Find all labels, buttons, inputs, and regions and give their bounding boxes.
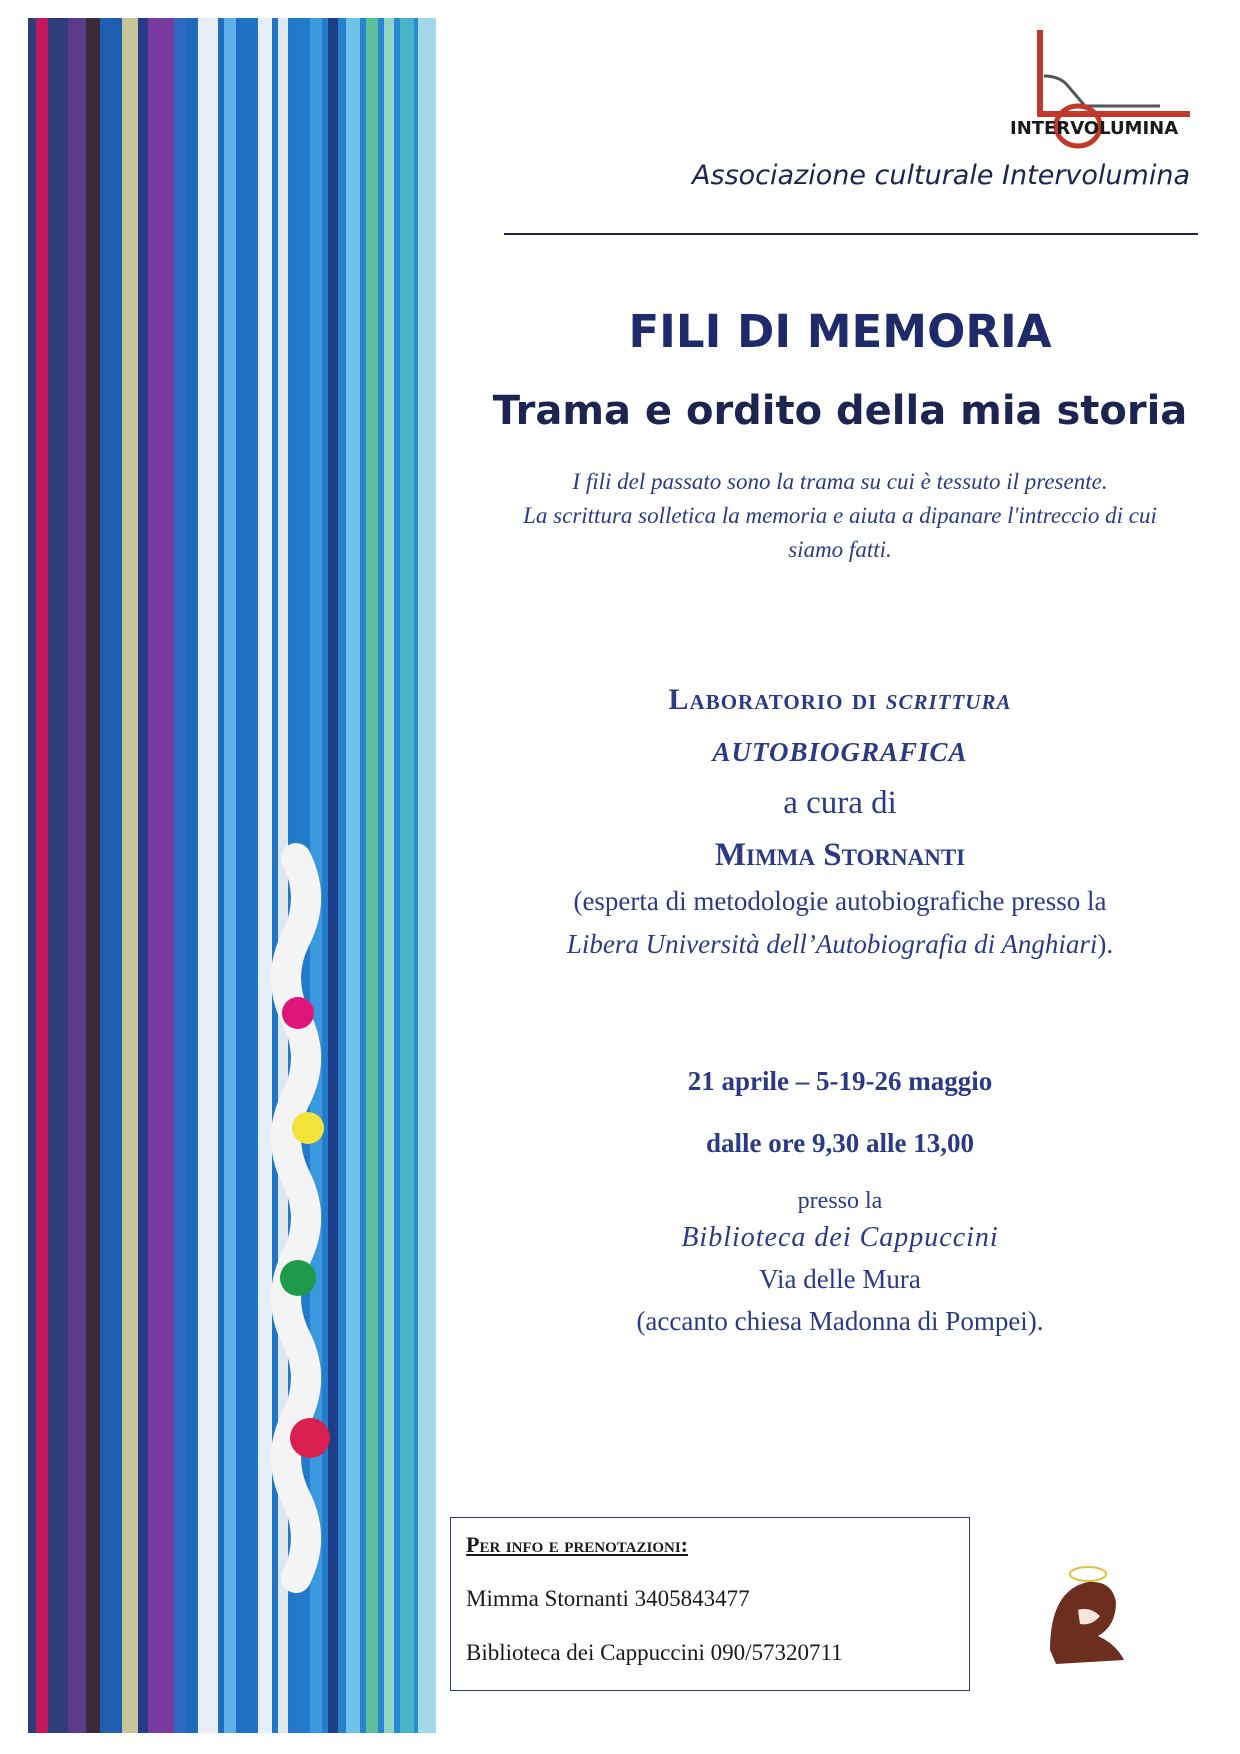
teacher-bio-2 <box>470 929 1210 960</box>
curated-by: a cura di <box>783 785 897 821</box>
workshop-label-2: AUTOBIOGRAFICA <box>712 737 968 767</box>
workshop-label-b: scrittura <box>885 683 1012 716</box>
info-box <box>450 1517 970 1691</box>
divider <box>504 233 1198 235</box>
yarn-illustration <box>28 18 436 1733</box>
quote-line: I fili del passato sono la trama su cui è tessuto il presente. <box>572 469 1108 494</box>
bio-end: ). <box>1097 929 1114 959</box>
event-subtitle: Trama e ordito della mia storia <box>492 388 1188 434</box>
workshop-label-a: Laboratorio di <box>668 683 886 716</box>
quote-line: La scrittura solletica la memoria e aiuta a dipanare l'intreccio di cui <box>523 503 1157 528</box>
event-quote <box>470 465 1210 567</box>
event-dates: 21 aprile – 5-19-26 maggio <box>687 1066 993 1096</box>
san-felice-logo <box>1020 1540 1160 1690</box>
info-heading: Per info e prenotazioni: <box>466 1532 689 1557</box>
event-title: FILI DI MEMORIA <box>628 305 1052 358</box>
quote-line: siamo fatti. <box>788 537 892 562</box>
contact-phone-2: Biblioteca dei Cappuccini 090/57320711 <box>466 1640 843 1665</box>
location-name: Biblioteca dei Cappuccini <box>681 1222 999 1253</box>
workshop-label <box>470 683 1210 717</box>
association-name: Associazione culturale Intervolumina <box>692 160 1190 191</box>
teacher-name: Mimma Stornanti <box>714 837 966 873</box>
presso-label: presso la <box>797 1188 883 1214</box>
location-street: Via delle Mura <box>759 1264 921 1294</box>
teacher-bio: (esperta di metodologie autobiografiche presso la <box>573 886 1107 916</box>
location-note: (accanto chiesa Madonna di Pompei). <box>636 1306 1044 1336</box>
contact-phone-1: Mimma Stornanti 3405843477 <box>466 1586 750 1611</box>
logo-wordmark: INTERVOLUMINA <box>1010 118 1179 139</box>
yarn-photo <box>28 18 436 1733</box>
event-hours: dalle ore 9,30 alle 13,00 <box>706 1128 974 1158</box>
university-name: Libera Università dell’Autobiografia di Anghiari <box>566 929 1098 959</box>
